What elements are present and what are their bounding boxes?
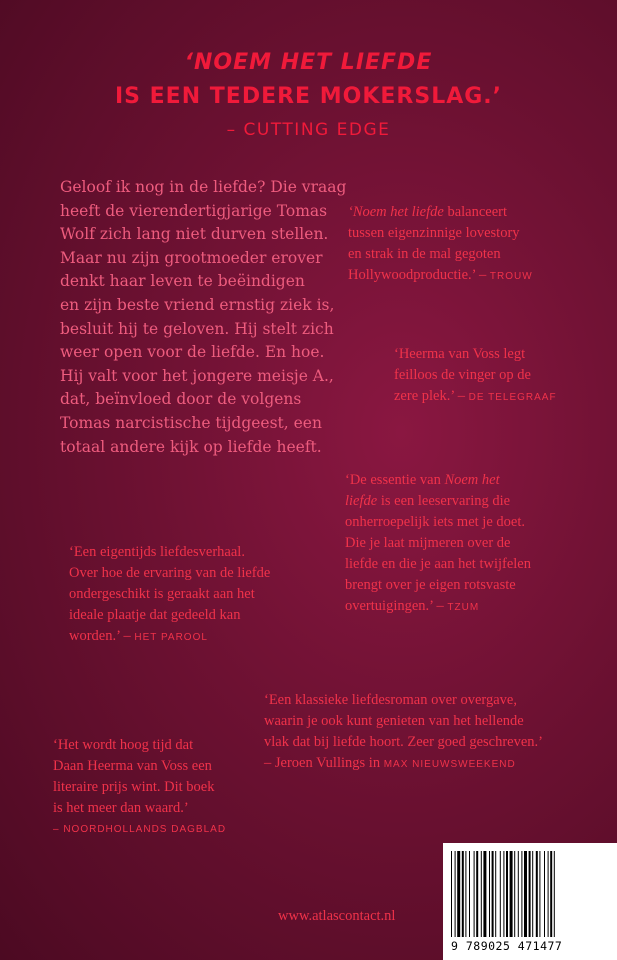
quote-noordhollands-dagblad xyxy=(53,735,226,840)
barcode-bar xyxy=(536,851,538,937)
barcode-bar xyxy=(455,851,456,937)
barcode-bar xyxy=(503,851,504,937)
barcode-bar xyxy=(469,851,470,937)
quote-text: ‘Een eigentijds liefdesverhaal. xyxy=(69,544,245,560)
barcode-bar xyxy=(529,851,531,937)
barcode-bar xyxy=(554,851,555,937)
quote-trouw xyxy=(348,202,533,287)
quote-text: Daan Heerma van Voss een xyxy=(53,758,212,774)
quote-text: literaire prijs wint. Dit boek xyxy=(53,779,215,795)
barcode-bar xyxy=(481,851,482,937)
barcode-bar xyxy=(506,851,508,937)
quote-text: ‘Het wordt hoog tijd dat xyxy=(53,737,194,753)
quote-text: Over hoe de ervaring van de liefde xyxy=(69,565,271,581)
barcode-bar xyxy=(495,851,496,937)
quote-source: – NOORDHOLLANDS DAGBLAD xyxy=(53,824,227,835)
quote-tzum xyxy=(345,470,531,618)
quote-text: brengt over je eigen rotsvaste xyxy=(345,577,516,593)
barcode-bars xyxy=(451,851,609,937)
quote-source: HET PAROOL xyxy=(134,632,208,643)
quote-text: liefde en die je aan het twijfelen xyxy=(345,556,531,572)
quote-text: balanceert xyxy=(443,204,508,220)
barcode-bar xyxy=(500,851,501,937)
barcode-bar xyxy=(532,851,533,937)
blurb-line: Maar nu zijn grootmoeder erover xyxy=(60,248,323,267)
barcode-bar xyxy=(550,851,552,937)
barcode-bar xyxy=(524,851,527,937)
blurb-line: en zijn beste vriend ernstig ziek is, xyxy=(60,295,335,314)
quote-source: TZUM xyxy=(447,602,480,613)
quote-text: ideale plaatje dat gedeeld kan xyxy=(69,607,241,623)
headline-line-1: ‘NOEM HET LIEFDE xyxy=(184,50,433,75)
quote-text: ‘De essentie van xyxy=(345,472,445,488)
quote-source: TROUW xyxy=(489,271,533,282)
quote-text: worden.’ – xyxy=(69,628,131,644)
blurb-line: denkt haar leven te beëindigen xyxy=(60,272,305,291)
barcode-bar xyxy=(514,851,515,937)
barcode-bar xyxy=(544,851,545,937)
barcode-bar xyxy=(539,851,540,937)
quote-source: DE TELEGRAAF xyxy=(468,392,557,403)
barcode-bar xyxy=(548,851,549,937)
quote-text: vlak dat bij liefde hoort. Zeer goed geschreven.’ xyxy=(264,734,544,750)
quote-text: ‘Een klassieke liefdesroman over overgave, xyxy=(264,692,517,708)
headline-source: – CUTTING EDGE xyxy=(226,120,391,140)
quote-title-italic: ‘Noem het liefde xyxy=(348,204,444,220)
quote-text: Die je laat mijmeren over de xyxy=(345,535,511,551)
quote-text: zere plek.’ – xyxy=(394,388,465,404)
quote-text: ‘Heerma van Voss legt xyxy=(394,346,526,362)
barcode-bar xyxy=(483,851,486,937)
blurb-line: dat, beïnvloed door de volgens xyxy=(60,390,302,409)
barcode-bar xyxy=(510,851,513,937)
quote-text: en strak in de mal gegoten xyxy=(348,246,501,262)
quote-title-italic: liefde xyxy=(345,493,378,509)
barcode-bar xyxy=(489,851,490,937)
blurb-line: Geloof ik nog in de liefde? Die vraag xyxy=(60,178,347,196)
quote-text: ondergeschikt is geraakt aan het xyxy=(69,586,255,602)
blurb-line: Hij valt voor het jongere meisje A., xyxy=(60,366,334,385)
barcode-bar xyxy=(457,851,460,937)
barcode-bar xyxy=(521,851,522,937)
barcode-bar xyxy=(451,851,452,937)
blurb-line: totaal andere kijk op liefde heeft. xyxy=(60,437,322,456)
headline-line-2: IS EEN TEDERE MOKERSLAG.’ xyxy=(114,84,503,109)
barcode-bar xyxy=(492,851,494,937)
quote-text: – Jeroen Vullings in xyxy=(264,755,381,771)
blurb-line: besluit hij te geloven. Hij stelt zich xyxy=(60,319,334,338)
quote-text: feilloos de vinger op de xyxy=(394,367,531,383)
quote-telegraaf xyxy=(394,344,557,408)
quote-title-italic: Noem het xyxy=(444,472,500,488)
quote-text: overtuigingen.’ – xyxy=(345,598,444,614)
quote-parool xyxy=(69,542,270,648)
blurb-line: heeft de vierendertigjarige Tomas xyxy=(60,201,328,220)
quote-text: waarin je ook kunt genieten van het hellende xyxy=(264,713,524,729)
barcode-bar xyxy=(465,851,466,937)
isbn-number: 9 789025 471477 xyxy=(451,939,563,953)
blurb-line: Wolf zich lang niet durven stellen. xyxy=(60,225,329,244)
blurb-text xyxy=(60,176,346,459)
publisher-url: www.atlascontact.nl xyxy=(278,908,396,924)
barcode xyxy=(443,843,617,960)
barcode-bar xyxy=(474,851,475,937)
quote-text: is het meer dan waard.’ xyxy=(53,800,189,816)
blurb-line: weer open voor de liefde. En hoe. xyxy=(60,343,325,362)
quote-text: tussen eigenzinnige lovestory xyxy=(348,225,520,241)
quote-text: Hollywoodproductie.’ – xyxy=(348,267,487,283)
blurb-line: Tomas narcistische tijdgeest, een xyxy=(60,413,322,432)
quote-source: MAX NIEUWSWEEKEND xyxy=(383,759,516,770)
quote-max xyxy=(264,690,543,775)
quote-text: is een leeservaring die xyxy=(377,493,511,509)
quote-text: onherroepelijk iets met je doet. xyxy=(345,514,525,530)
barcode-bar xyxy=(462,851,464,937)
barcode-bar xyxy=(518,851,519,937)
barcode-bar xyxy=(476,851,478,937)
